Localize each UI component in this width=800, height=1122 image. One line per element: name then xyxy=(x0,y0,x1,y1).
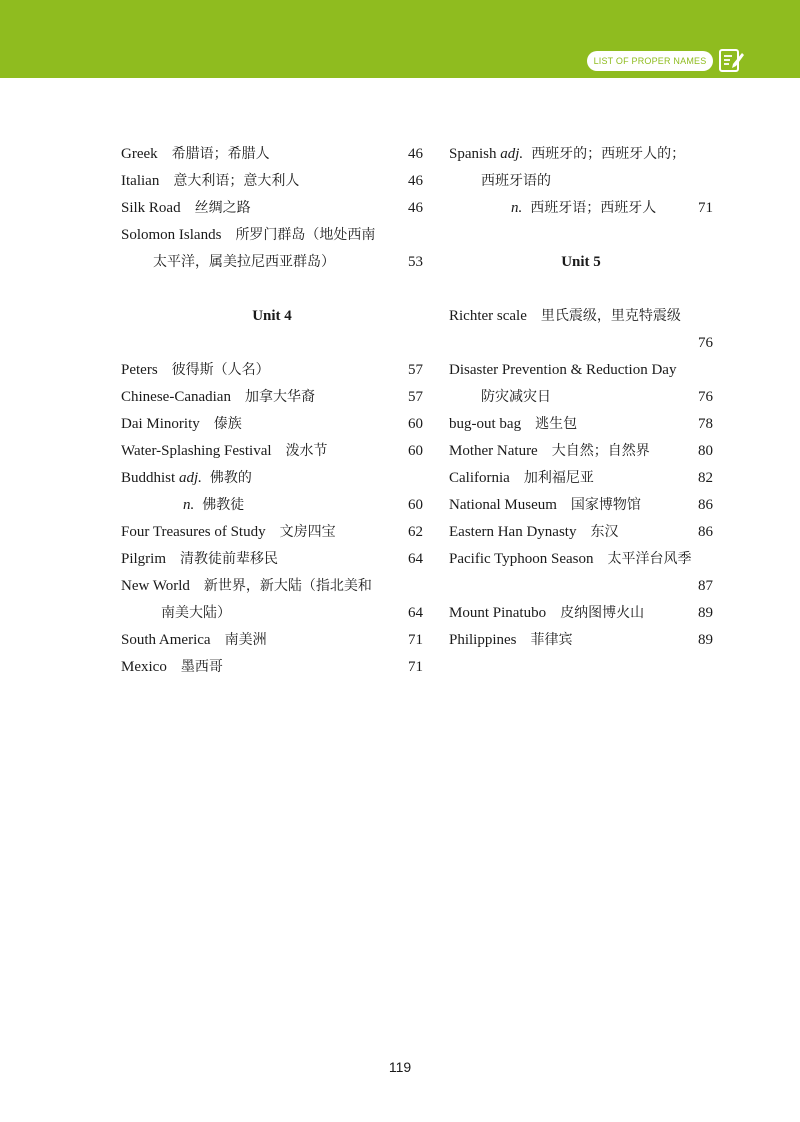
entry-chinese: 加拿大华裔 xyxy=(244,389,315,405)
entry-chinese: 西班牙语；西班牙人 xyxy=(530,200,657,216)
entry-chinese: 南美洲 xyxy=(224,632,267,648)
entry-english: Spanish xyxy=(449,146,497,162)
entry-part-of-speech: n. xyxy=(511,200,523,216)
entry-page: 86 xyxy=(698,524,713,540)
entry-chinese: 国家博物馆 xyxy=(570,497,641,513)
list-item xyxy=(121,195,423,222)
unit-title: Unit 5 xyxy=(561,254,601,270)
entry-english: Pilgrim xyxy=(121,551,167,567)
list-item xyxy=(121,168,423,195)
entry-english: bug-out bag xyxy=(449,416,522,432)
list-item xyxy=(121,357,423,384)
entry-page: 57 xyxy=(408,389,423,405)
entry-page: 71 xyxy=(408,632,423,648)
entry-english: South America xyxy=(121,632,211,648)
section-label: LIST OF PROPER NAMES xyxy=(587,51,713,71)
entry-chinese: 丝绸之路 xyxy=(194,200,251,216)
entry-english: Mother Nature xyxy=(449,443,538,459)
entry-english: Dai Minority xyxy=(121,416,200,432)
entry-page: 62 xyxy=(408,524,423,540)
entry-page: 82 xyxy=(698,470,713,486)
entry-part-of-speech: adj. xyxy=(500,146,524,162)
list-item-continuation xyxy=(449,573,713,600)
notebook-pencil-icon xyxy=(718,47,745,74)
page-number: 119 xyxy=(388,1059,412,1075)
entry-chinese: 佛教的 xyxy=(209,470,252,486)
right-column xyxy=(449,141,713,654)
spacer xyxy=(449,276,713,303)
spacer xyxy=(121,276,423,303)
entry-chinese: 彼得斯（人名） xyxy=(171,362,270,378)
list-item-continuation xyxy=(449,330,713,357)
entry-page: 60 xyxy=(408,443,423,459)
entry-chinese-continued: 西班牙语的 xyxy=(481,173,551,189)
entry-english: Greek xyxy=(121,146,158,162)
entry-english: Italian xyxy=(121,173,160,189)
entry-chinese: 希腊语；希腊人 xyxy=(171,146,270,162)
left-column xyxy=(121,141,423,681)
entry-page: 46 xyxy=(408,146,423,162)
list-item xyxy=(121,519,423,546)
list-item xyxy=(449,303,713,330)
entry-page: 60 xyxy=(408,416,423,432)
list-item-continuation xyxy=(449,195,713,222)
list-item-continuation xyxy=(121,492,423,519)
entry-chinese: 菲律宾 xyxy=(530,632,573,648)
entry-page: 46 xyxy=(408,200,423,216)
entry-english: Silk Road xyxy=(121,200,181,216)
entry-part-of-speech: n. xyxy=(183,497,195,513)
entry-chinese: 傣族 xyxy=(213,416,242,432)
entry-page: 57 xyxy=(408,362,423,378)
entry-english: Disaster Prevention & Reduction Day xyxy=(449,362,677,378)
list-item xyxy=(449,519,713,546)
list-item xyxy=(121,654,423,681)
entry-chinese: 太平洋台风季 xyxy=(607,551,692,567)
list-item xyxy=(121,627,423,654)
list-item xyxy=(449,627,713,654)
list-item xyxy=(449,411,713,438)
entry-chinese: 墨西哥 xyxy=(180,659,223,675)
entry-english: New World xyxy=(121,578,190,594)
entry-chinese: 意大利语；意大利人 xyxy=(173,173,300,189)
entry-english: Chinese-Canadian xyxy=(121,389,231,405)
entry-page: 86 xyxy=(698,497,713,513)
list-item xyxy=(449,438,713,465)
entry-chinese: 佛教徒 xyxy=(202,497,245,513)
entry-english: National Museum xyxy=(449,497,557,513)
entry-page: 76 xyxy=(698,335,713,351)
list-item xyxy=(121,141,423,168)
list-item-continuation xyxy=(121,249,423,276)
entry-english: Peters xyxy=(121,362,158,378)
entry-part-of-speech: adj. xyxy=(178,470,202,486)
list-item-continuation xyxy=(449,168,713,195)
list-item xyxy=(121,222,423,249)
list-item xyxy=(449,546,713,573)
list-item xyxy=(121,573,423,600)
entry-chinese: 泼水节 xyxy=(285,443,328,459)
entry-page: 60 xyxy=(408,497,423,513)
list-item xyxy=(121,384,423,411)
entry-page: 64 xyxy=(408,551,423,567)
entry-page: 87 xyxy=(698,578,713,594)
entry-chinese: 文房四宝 xyxy=(279,524,336,540)
entry-english: Mount Pinatubo xyxy=(449,605,547,621)
entry-chinese: 东汉 xyxy=(590,524,619,540)
entry-english: Philippines xyxy=(449,632,517,648)
entry-chinese: 新世界，新大陆（指北美和 xyxy=(203,578,372,594)
entry-page: 89 xyxy=(698,632,713,648)
list-item xyxy=(449,465,713,492)
entry-chinese: 里氏震级，里克特震级 xyxy=(540,308,681,324)
list-item xyxy=(121,438,423,465)
entry-chinese: 皮纳图博火山 xyxy=(560,605,645,621)
entry-english: California xyxy=(449,470,510,486)
entry-page: 76 xyxy=(698,389,713,405)
entry-chinese-continued: 太平洋，属美拉尼西亚群岛） xyxy=(153,254,335,270)
entry-chinese: 加利福尼亚 xyxy=(523,470,594,486)
entry-page: 53 xyxy=(408,254,423,270)
entry-chinese: 所罗门群岛（地处西南 xyxy=(235,227,376,243)
list-item xyxy=(121,465,423,492)
spacer xyxy=(449,222,713,249)
entry-page: 78 xyxy=(698,416,713,432)
entry-page: 89 xyxy=(698,605,713,621)
entry-chinese-continued: 防灾减灾日 xyxy=(481,389,551,405)
list-item xyxy=(449,492,713,519)
unit-title: Unit 4 xyxy=(252,308,292,324)
list-item-continuation xyxy=(121,600,423,627)
list-item xyxy=(121,411,423,438)
entry-chinese-continued: 南美大陆） xyxy=(161,605,231,621)
entry-english: Richter scale xyxy=(449,308,527,324)
entry-english: Pacific Typhoon Season xyxy=(449,551,594,567)
entry-page: 71 xyxy=(408,659,423,675)
list-item xyxy=(121,546,423,573)
entry-page: 71 xyxy=(698,200,713,216)
spacer xyxy=(121,330,423,357)
entry-page: 64 xyxy=(408,605,423,621)
entry-chinese: 大自然；自然界 xyxy=(551,443,650,459)
entry-english: Solomon Islands xyxy=(121,227,222,243)
entry-english: Four Treasures of Study xyxy=(121,524,266,540)
entry-page: 46 xyxy=(408,173,423,189)
entry-english: Eastern Han Dynasty xyxy=(449,524,577,540)
entry-chinese: 清教徒前辈移民 xyxy=(180,551,279,567)
list-item-continuation xyxy=(449,384,713,411)
entry-english: Buddhist xyxy=(121,470,176,486)
list-item xyxy=(449,357,713,384)
entry-english: Mexico xyxy=(121,659,167,675)
list-item xyxy=(449,600,713,627)
entry-english: Water-Splashing Festival xyxy=(121,443,272,459)
entry-chinese: 西班牙的；西班牙人的； xyxy=(531,146,686,162)
entry-chinese: 逃生包 xyxy=(535,416,578,432)
list-item xyxy=(449,141,713,168)
entry-page: 80 xyxy=(698,443,713,459)
